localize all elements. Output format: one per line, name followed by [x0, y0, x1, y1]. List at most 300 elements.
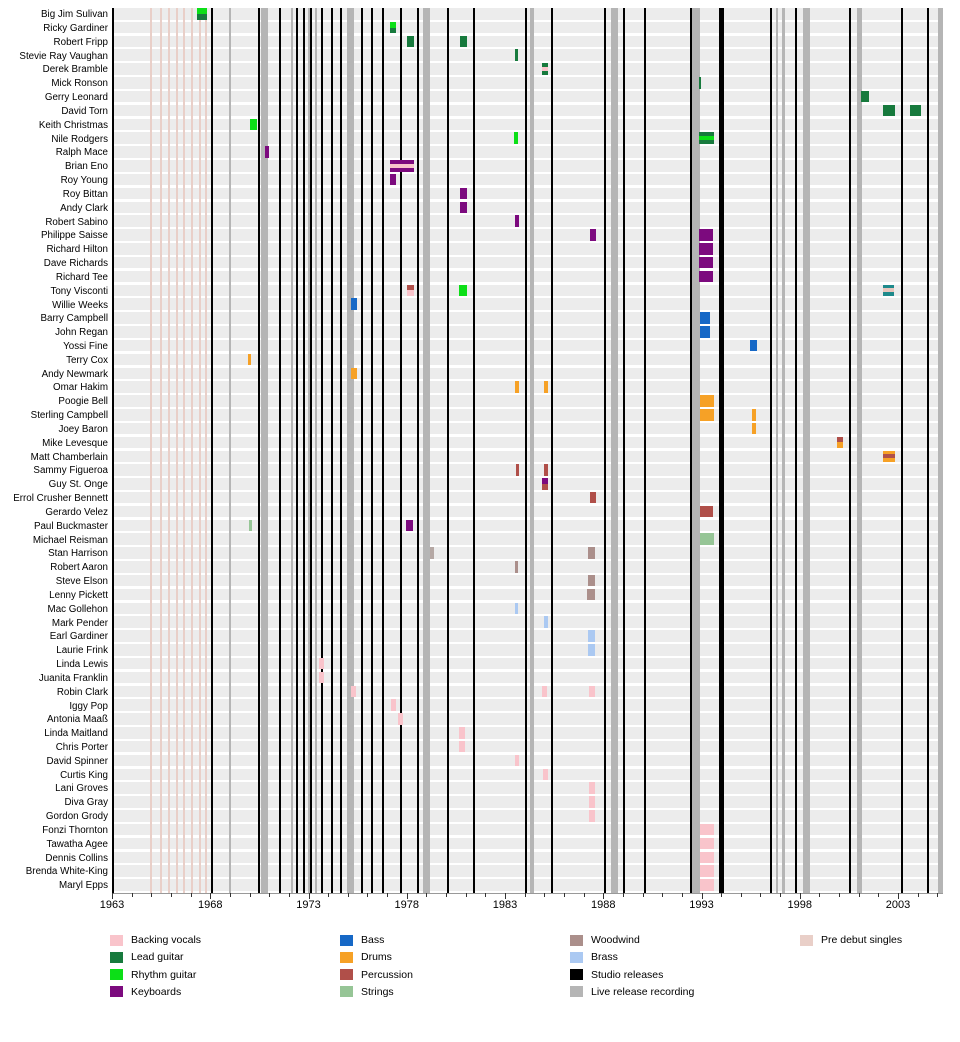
role-stripe-brass	[515, 603, 518, 615]
row-label: Robert Fripp	[53, 36, 108, 48]
legend-swatch-studio	[570, 969, 583, 980]
row-label: Mac Gollehon	[47, 603, 108, 615]
timeline-block	[515, 561, 518, 573]
row-label: Robert Sabino	[45, 216, 108, 228]
row-band	[114, 91, 943, 103]
row-label: Mark Pender	[51, 617, 108, 629]
live-release-line	[776, 8, 778, 893]
axis-minor-tick	[839, 893, 840, 897]
studio-release-line	[719, 8, 724, 893]
axis-year-label: 1968	[198, 899, 223, 911]
row-band	[114, 769, 943, 781]
role-stripe-percussion	[700, 506, 713, 518]
timeline-block	[883, 451, 895, 463]
role-stripe-lead-guitar	[910, 105, 921, 117]
role-stripe-woodwind	[587, 589, 595, 601]
role-stripe-keyboards	[515, 215, 519, 227]
row-label: Matt Chamberlain	[30, 451, 108, 463]
studio-release-line	[901, 8, 903, 893]
axis-minor-tick	[230, 893, 231, 897]
row-band	[114, 755, 943, 767]
timeline-block	[390, 174, 396, 186]
row-label: Brian Eno	[64, 161, 108, 173]
legend-swatch-drums	[340, 952, 353, 963]
legend-label: Rhythm guitar	[131, 968, 197, 981]
row-band	[114, 146, 943, 158]
row-label: Sterling Campbell	[30, 410, 108, 422]
legend-label: Woodwind	[591, 934, 640, 946]
role-stripe-strings	[249, 520, 252, 532]
studio-release-line	[331, 8, 333, 893]
role-stripe-lead-guitar	[197, 14, 207, 20]
timeline-block	[700, 409, 714, 421]
studio-release-line	[473, 8, 475, 893]
row-band	[114, 188, 943, 200]
row-band	[114, 437, 943, 449]
timeline-block	[515, 215, 519, 227]
role-stripe-backing-vocals	[543, 769, 548, 781]
studio-release-line	[551, 8, 553, 893]
timeline-block	[351, 686, 356, 698]
role-stripe-keyboards	[699, 257, 713, 269]
row-band	[114, 395, 943, 407]
timeline-block	[407, 285, 414, 297]
legend-item-rhythm-guitar	[110, 969, 196, 981]
legend-item-percussion	[340, 969, 413, 981]
row-band	[114, 547, 943, 559]
row-band	[114, 451, 943, 463]
row-band	[114, 782, 943, 794]
timeline-block	[589, 810, 595, 822]
row-label: Diva Gray	[64, 797, 108, 809]
row-band	[114, 699, 943, 711]
legend-label: Live release recording	[591, 985, 695, 998]
axis-minor-tick	[760, 893, 761, 897]
row-band	[114, 160, 943, 172]
legend-swatch-keyboards	[110, 986, 123, 997]
timeline-block	[589, 782, 595, 794]
timeline-block	[587, 589, 595, 601]
studio-release-line	[447, 8, 449, 893]
timeline-block	[590, 229, 596, 241]
studio-release-line	[382, 8, 384, 893]
role-stripe-drums	[700, 395, 714, 407]
axis-minor-tick	[564, 893, 565, 897]
row-band	[114, 243, 943, 255]
row-band	[114, 644, 943, 656]
row-label: Errol Crusher Bennett	[13, 493, 108, 505]
role-stripe-lead-guitar	[883, 105, 895, 117]
legend-label: Backing vocals	[131, 934, 202, 946]
live-release-line	[782, 8, 785, 893]
timeline-block	[390, 160, 414, 172]
role-stripe-backing-vocals	[589, 810, 595, 822]
legend-item-strings	[340, 986, 394, 998]
timeline-block	[460, 202, 467, 214]
timeline-block	[700, 326, 710, 338]
role-stripe-rhythm-guitar	[514, 132, 518, 144]
timeline-block	[588, 630, 595, 642]
legend-item-lead-guitar	[110, 951, 184, 963]
row-label: Linda Lewis	[56, 659, 108, 671]
row-band	[114, 796, 943, 808]
row-label: Big Jim Sulivan	[41, 9, 108, 21]
role-stripe-backing-vocals	[459, 741, 465, 753]
timeline-block	[514, 132, 518, 144]
timeline-block	[398, 713, 403, 725]
role-stripe-bass	[700, 312, 710, 324]
axis-minor-tick	[367, 893, 368, 897]
row-band	[114, 672, 943, 684]
row-band	[114, 229, 943, 241]
studio-release-line	[770, 8, 772, 893]
axis-year-label: 1978	[394, 899, 420, 911]
timeline-block	[319, 672, 324, 684]
row-band	[114, 727, 943, 739]
legend-label: Keyboards	[131, 985, 182, 998]
axis-minor-tick	[741, 893, 742, 897]
row-label: Tawatha Agee	[46, 838, 108, 850]
role-stripe-backing-vocals	[700, 865, 714, 877]
legend-swatch-brass	[570, 952, 583, 963]
row-label: Yossi Fine	[63, 340, 108, 352]
axis-minor-tick	[937, 893, 938, 897]
role-stripe-brass	[544, 616, 548, 628]
row-band	[114, 492, 943, 504]
timeline-block	[515, 381, 519, 393]
role-stripe-keyboards	[699, 229, 713, 241]
timeline-block	[460, 188, 467, 200]
legend-label: Bass	[361, 934, 385, 946]
row-band	[114, 616, 943, 628]
row-label: Laurie Frink	[56, 645, 108, 657]
axis-minor-tick	[171, 893, 172, 897]
legend-swatch-live	[570, 986, 583, 997]
timeline-block	[515, 603, 518, 615]
row-label: David Torn	[61, 105, 108, 117]
role-stripe-drums	[515, 381, 519, 393]
timeline-block	[883, 105, 895, 117]
axis-year-label: 1988	[591, 899, 616, 911]
role-stripe-drums	[752, 423, 756, 435]
studio-release-line	[644, 8, 646, 893]
studio-release-line	[623, 8, 625, 893]
row-band	[114, 423, 943, 435]
axis-minor-tick	[328, 893, 329, 897]
row-band	[114, 852, 943, 864]
pre-debut-single-line	[183, 8, 185, 893]
role-stripe-keyboards	[265, 146, 269, 158]
row-band	[114, 810, 943, 822]
role-stripe-lead-guitar	[515, 49, 518, 61]
studio-release-line	[849, 8, 851, 893]
row-label: Ralph Mace	[55, 147, 108, 159]
studio-release-line	[211, 8, 213, 893]
timeline-block	[430, 547, 434, 559]
timeline-block	[588, 575, 595, 587]
timeline-block	[542, 686, 547, 698]
role-stripe-lead-guitar	[407, 36, 414, 48]
timeline-block	[590, 492, 596, 504]
timeline-block	[883, 285, 894, 297]
row-label: Joey Baron	[58, 423, 108, 435]
row-label: Tony Visconti	[50, 285, 108, 297]
row-label: Ricky Gardiner	[43, 22, 108, 34]
live-release-line	[938, 8, 943, 893]
row-label: Richard Tee	[55, 271, 108, 283]
timeline-block	[700, 879, 714, 891]
role-stripe-woodwind-light	[430, 547, 434, 559]
axis-minor-tick	[623, 893, 624, 897]
role-stripe-backing-vocals	[391, 699, 396, 711]
axis-minor-tick	[250, 893, 251, 897]
timeline-block	[588, 644, 595, 656]
row-label: Guy St. Onge	[48, 479, 108, 491]
studio-release-line	[417, 8, 419, 893]
axis-minor-tick	[643, 893, 644, 897]
timeline-block	[249, 520, 252, 532]
role-stripe-lead-guitar	[861, 91, 869, 103]
role-stripe-strings	[700, 533, 714, 545]
pre-debut-single-line	[176, 8, 178, 893]
axis-minor-tick	[426, 893, 427, 897]
studio-release-line	[690, 8, 692, 893]
legend-item-studio	[570, 969, 663, 981]
row-label: Robin Clark	[56, 686, 108, 698]
legend-item-bass	[340, 934, 384, 946]
pre-debut-single-line	[150, 8, 152, 893]
role-stripe-drums	[837, 442, 843, 448]
role-stripe-teal	[883, 292, 894, 296]
row-band	[114, 381, 943, 393]
row-band	[114, 49, 943, 61]
row-band	[114, 202, 943, 214]
row-label: Gerardo Velez	[45, 506, 108, 518]
role-stripe-backing-vocals	[398, 713, 403, 725]
studio-release-line	[321, 8, 323, 893]
row-label: Mike Levesque	[42, 437, 108, 449]
row-label: John Regan	[55, 327, 108, 339]
role-stripe-drums	[700, 409, 714, 421]
live-release-line	[611, 8, 618, 893]
role-stripe-percussion	[516, 464, 519, 476]
axis-year-label: 1993	[689, 899, 714, 911]
row-label: David Spinner	[46, 755, 108, 767]
axis-minor-tick	[446, 893, 447, 897]
role-stripe-lead-guitar	[699, 140, 714, 144]
role-stripe-lead-guitar	[390, 28, 396, 34]
role-stripe-lead-guitar	[699, 77, 701, 89]
row-band	[114, 520, 943, 532]
role-stripe-keyboards	[406, 520, 413, 532]
role-stripe-lead-guitar	[542, 71, 548, 75]
legend-item-woodwind	[570, 934, 640, 946]
timeline-block	[516, 464, 519, 476]
row-band	[114, 105, 943, 117]
timeline-block	[700, 312, 710, 324]
pre-debut-single-line	[199, 8, 201, 893]
row-label: Philippe Saisse	[41, 230, 108, 242]
row-label: Stan Harrison	[48, 548, 108, 560]
studio-release-line	[400, 8, 402, 893]
row-band	[114, 174, 943, 186]
timeline-block	[589, 686, 595, 698]
timeline-block	[248, 354, 251, 366]
timeline-block	[197, 8, 207, 20]
row-label: Iggy Pop	[69, 700, 108, 712]
row-band	[114, 409, 943, 421]
timeline-block	[750, 340, 757, 352]
row-band	[114, 271, 943, 283]
axis-minor-tick	[682, 893, 683, 897]
row-band	[114, 119, 943, 131]
plot-area	[112, 8, 943, 894]
live-release-line	[423, 8, 430, 893]
pre-debut-single-line	[205, 8, 207, 893]
legend-label: Lead guitar	[131, 951, 184, 964]
timeline-block	[515, 49, 518, 61]
timeline-block	[515, 755, 519, 767]
row-band	[114, 865, 943, 877]
timeline-block	[699, 257, 713, 269]
role-stripe-keyboards	[460, 202, 467, 214]
axis-minor-tick	[191, 893, 192, 897]
legend-swatch-woodwind	[570, 935, 583, 946]
axis-minor-tick	[721, 893, 722, 897]
live-release-line	[315, 8, 317, 893]
studio-release-line	[340, 8, 342, 893]
role-stripe-backing-vocals	[700, 838, 714, 850]
row-band	[114, 22, 943, 34]
row-label: Fonzi Thornton	[42, 824, 108, 836]
legend-swatch-pre-debut	[800, 935, 813, 946]
studio-release-line	[927, 8, 929, 893]
timeline-block	[544, 381, 548, 393]
row-label: Andy Newmark	[41, 368, 108, 380]
legend-label: Percussion	[361, 968, 413, 981]
studio-release-line	[525, 8, 527, 893]
row-label: Brenda White-King	[25, 866, 108, 878]
role-stripe-keyboards	[390, 174, 396, 186]
row-band	[114, 575, 943, 587]
role-stripe-backing-vocals	[319, 672, 324, 684]
timeline-block	[460, 36, 467, 48]
studio-release-line	[371, 8, 373, 893]
role-stripe-drums	[544, 381, 548, 393]
studio-release-line	[296, 8, 298, 893]
timeline-block	[319, 658, 324, 670]
row-band	[114, 838, 943, 850]
row-band	[114, 63, 943, 75]
timeline-block	[910, 105, 921, 117]
role-stripe-drums	[351, 368, 357, 380]
axis-minor-tick	[859, 893, 860, 897]
timeline-block	[544, 616, 548, 628]
studio-release-line	[258, 8, 260, 893]
timeline-block	[250, 119, 257, 131]
timeline-block	[459, 285, 467, 297]
row-band	[114, 326, 943, 338]
row-label: Mick Ronson	[51, 78, 108, 90]
row-band	[114, 8, 943, 20]
axis-minor-tick	[132, 893, 133, 897]
timeline-block	[390, 22, 396, 34]
role-stripe-drums	[248, 354, 251, 366]
timeline-block	[837, 437, 843, 449]
live-release-line	[229, 8, 231, 893]
role-stripe-brass	[588, 644, 595, 656]
role-stripe-backing-vocals	[589, 686, 595, 698]
row-band	[114, 630, 943, 642]
axis-minor-tick	[387, 893, 388, 897]
row-label: Poogie Bell	[58, 396, 108, 408]
row-band	[114, 561, 943, 573]
axis-year-label: 1973	[296, 899, 321, 911]
axis-minor-tick	[485, 893, 486, 897]
live-release-line	[857, 8, 862, 893]
timeline-block	[588, 547, 595, 559]
row-label: Michael Reisman	[32, 534, 108, 546]
role-stripe-keyboards	[590, 229, 596, 241]
row-label: Terry Cox	[66, 354, 108, 366]
axis-year-label: 1983	[492, 899, 518, 911]
role-stripe-rhythm-guitar	[459, 285, 467, 297]
row-label: Andy Clark	[60, 202, 108, 214]
row-label: Antonia Maaß	[47, 714, 108, 726]
row-label: Lani Groves	[55, 783, 108, 795]
row-label: Willie Weeks	[52, 299, 108, 311]
pre-debut-single-line	[168, 8, 170, 893]
row-band	[114, 686, 943, 698]
live-release-line	[530, 8, 534, 893]
legend-item-pre-debut	[800, 934, 902, 946]
row-band	[114, 298, 943, 310]
timeline-block	[589, 796, 595, 808]
row-band	[114, 506, 943, 518]
legend-swatch-lead-guitar	[110, 952, 123, 963]
row-band	[114, 340, 943, 352]
role-stripe-woodwind	[588, 575, 595, 587]
axis-year-label: 2003	[885, 899, 911, 911]
legend-label: Strings	[361, 985, 394, 998]
row-band	[114, 824, 943, 836]
timeline-block	[752, 409, 756, 421]
row-label: Roy Young	[60, 175, 108, 187]
timeline-block	[406, 520, 413, 532]
legend-item-live	[570, 986, 694, 998]
legend-swatch-rhythm-guitar	[110, 969, 123, 980]
row-band	[114, 132, 943, 144]
timeline-block	[699, 271, 713, 283]
timeline-block	[543, 769, 548, 781]
legend-swatch-percussion	[340, 969, 353, 980]
row-label: Linda Maitland	[44, 728, 108, 740]
role-stripe-backing-vocals	[459, 727, 465, 739]
role-stripe-backing-vocals	[542, 686, 547, 698]
role-stripe-backing-vocals	[351, 686, 356, 698]
axis-minor-tick	[662, 893, 663, 897]
role-stripe-keyboards	[699, 243, 713, 255]
timeline-block	[544, 464, 548, 476]
role-stripe-rhythm-guitar	[250, 119, 257, 131]
row-band	[114, 354, 943, 366]
row-label: Curtis King	[60, 769, 108, 781]
axis-minor-tick	[544, 893, 545, 897]
legend-label: Studio releases	[591, 968, 664, 981]
timeline-block	[699, 132, 714, 144]
row-label: Keith Christmas	[38, 119, 108, 131]
legend-label: Drums	[361, 951, 392, 964]
